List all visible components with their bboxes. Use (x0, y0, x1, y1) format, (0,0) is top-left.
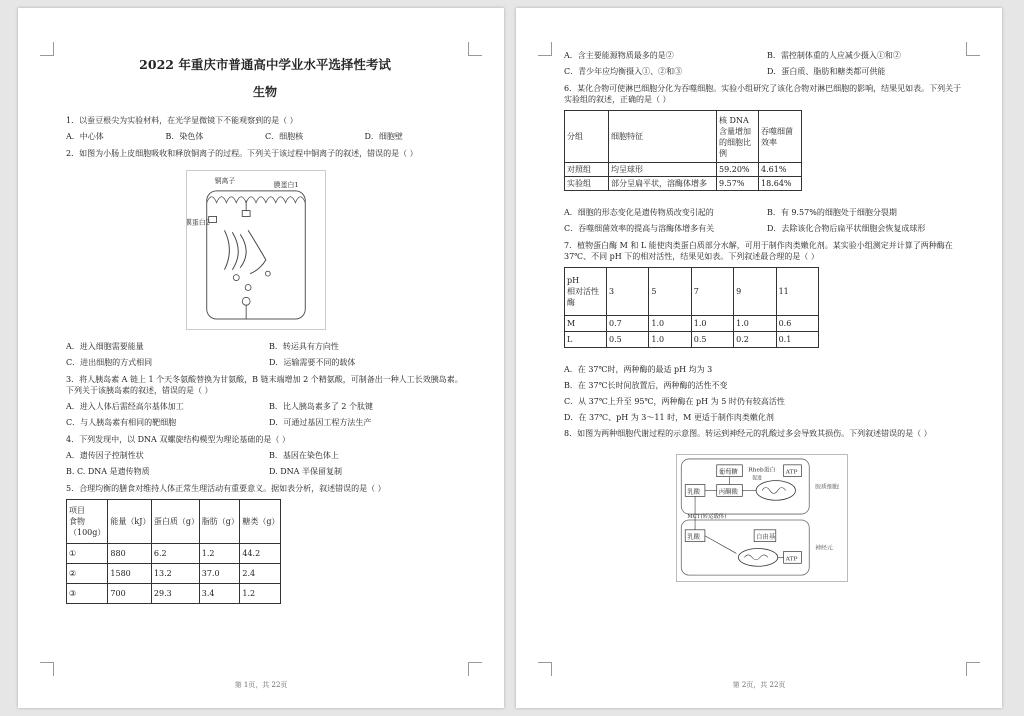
table-cell: 0.5 (607, 332, 649, 348)
crop-mark (538, 662, 552, 676)
table-row (565, 316, 819, 332)
table-header-row (67, 500, 281, 544)
question-1 (66, 115, 464, 142)
table-cell: 1.0 (734, 316, 776, 332)
crop-mark (538, 42, 552, 56)
table-cell: ③ (67, 584, 108, 604)
table-row (565, 332, 819, 348)
answer-options (564, 207, 962, 234)
question-stem: 4．下列发现中，以 DNA 双螺旋结构模型为理论基础的是（ ） (66, 435, 290, 444)
figure-label: 丙酮酸 (718, 487, 738, 496)
table-header-cell: 糖类（g） (240, 500, 281, 544)
option-a: A．细胞的形态变化是遗传物质改变引起的 (564, 208, 714, 217)
cell-metabolism-figure (676, 454, 848, 582)
table-header-cell: 脂肪（g） (199, 500, 240, 544)
question-5-options (564, 50, 962, 77)
table-cell: 1.2 (240, 584, 281, 604)
table-row (67, 584, 281, 604)
figure-label: 胶质细胞 (815, 484, 839, 491)
table-header-cell: 7 (691, 268, 733, 316)
table-cell: 1.0 (691, 316, 733, 332)
question-stem: 7．植物蛋白酶 M 和 L 能使肉类蛋白质部分水解，可用于制作肉类嫩化剂。某实验小组测定并计算了两种酶在 37℃、不同 pH 下的相对活性，结果见如表。下列叙述最合理的是（ ） (564, 241, 953, 261)
question-stem: 2．如图为小肠上皮细胞吸收和释放铜离子的过程。下列关于该过程中铜离子的叙述，错误的是（ ） (66, 149, 418, 158)
cell-experiment-table (564, 110, 802, 191)
option-c: C．青少年应均衡摄入①、②和③ (564, 67, 683, 76)
figure-label: MCT(转运载体) (687, 514, 727, 520)
question-stem: 8．如图为两种细胞代谢过程的示意图。转运到神经元的乳酸过多会导致其损伤。下列叙述错误的是（ ） (564, 429, 932, 438)
figure-label: 膜蛋白2 (186, 218, 211, 227)
option-a: A．遗传因子控制性状 (66, 451, 144, 460)
option-c: B. C. DNA 是遗传物质 (66, 467, 150, 476)
table-cell: ① (67, 544, 108, 564)
option-c: C．进出细胞的方式相同 (66, 358, 153, 367)
table-cell: 700 (108, 584, 152, 604)
option-d: D．在 37℃、pH 为 3～11 时，M 更适于制作肉类嫩化剂 (564, 413, 774, 422)
document-page-1 (18, 8, 504, 708)
table-cell: 6.2 (151, 544, 199, 564)
figure-label: 葡萄糖 (718, 467, 738, 476)
table-cell: 1580 (108, 564, 152, 584)
nutrition-table (66, 499, 281, 604)
question-6 (564, 83, 962, 234)
enzyme-activity-table (564, 267, 819, 348)
table-cell: 13.2 (151, 564, 199, 584)
table-header-row (565, 111, 802, 163)
crop-mark (468, 42, 482, 56)
table-cell: 1.2 (199, 544, 240, 564)
table-header-cell: 分组 (565, 111, 609, 163)
answer-options (66, 401, 464, 428)
option-c: C．从 37℃上升至 95℃，两种酶在 pH 为 5 时仍有较高活性 (564, 397, 785, 406)
table-header-row (565, 268, 819, 316)
table-cell: 18.64% (759, 177, 802, 191)
figure-label: 自由基 (756, 532, 776, 541)
table-row (565, 177, 802, 191)
table-cell: 4.61% (759, 163, 802, 177)
table-row (565, 163, 802, 177)
page-footer: 第 2页，共 22页 (732, 681, 786, 689)
option-b: B．染色体 (165, 132, 204, 141)
figure-label: ATP (785, 469, 798, 476)
table-cell: 0.2 (734, 332, 776, 348)
table-cell: M (565, 316, 607, 332)
table-cell: 0.5 (691, 332, 733, 348)
table-cell: 3.4 (199, 584, 240, 604)
question-7 (564, 240, 962, 423)
table-header-cell: 细胞特征 (609, 111, 717, 163)
page-1-content (66, 50, 464, 609)
option-a: A．中心体 (66, 132, 104, 141)
table-header-cell: 3 (607, 268, 649, 316)
answer-options (66, 341, 464, 368)
page-footer: 第 1页，共 22页 (234, 681, 288, 689)
table-header-cell: 11 (776, 268, 818, 316)
question-2 (66, 148, 464, 368)
table-header-cell: 项目 食物 （100g） (67, 500, 108, 544)
table-cell: 29.3 (151, 584, 199, 604)
figure-label: 乳酸 (687, 487, 700, 496)
question-4 (66, 434, 464, 477)
exam-title: 2022 年重庆市普通高中学业水平选择性考试 (139, 57, 391, 72)
table-cell: 0.7 (607, 316, 649, 332)
table-header-cell: 能量（kJ） (108, 500, 152, 544)
option-b: B．需控制体重的人应减少摄入①和② (767, 51, 901, 60)
option-c: C．细胞核 (265, 132, 304, 141)
question-stem: 5．合理均衡的膳食对维持人体正常生理活动有重要意义。据如表分析，叙述错误的是（ ） (66, 484, 386, 493)
question-8 (564, 428, 962, 585)
table-cell: 44.2 (240, 544, 281, 564)
table-cell: 59.20% (717, 163, 759, 177)
crop-mark (40, 42, 54, 56)
table-header-cell: 蛋白质（g） (151, 500, 199, 544)
option-d: D．运输需要不同的载体 (269, 358, 356, 367)
option-b: B．比人胰岛素多了 2 个肽键 (269, 402, 374, 411)
option-b: B．在 37℃长时间放置后，两种酶的活性不变 (564, 381, 728, 390)
option-a: A．进入人体后需经高尔基体加工 (66, 402, 184, 411)
table-cell: 9.57% (717, 177, 759, 191)
option-a: A．进入细胞需要能量 (66, 342, 144, 351)
figure-label: ATP (785, 556, 798, 563)
question-stem: 3．将人胰岛素 A 链上 1 个天冬氨酸替换为甘氨酸，B 链末端增加 2 个精氨酸，可制备出一种人工长效胰岛素。下列关于该胰岛素的叙述，错误的是（ ） (66, 375, 463, 395)
table-row (67, 544, 281, 564)
crop-mark (468, 662, 482, 676)
table-cell: ② (67, 564, 108, 584)
option-b: B．转运具有方向性 (269, 342, 339, 351)
option-c: C．与人胰岛素有相同的靶细胞 (66, 418, 177, 427)
option-d: D．细胞壁 (364, 132, 403, 141)
question-5 (66, 483, 464, 604)
table-header-cell: 5 (649, 268, 691, 316)
crop-mark (40, 662, 54, 676)
option-d: D．去除该化合物后扁平状细胞会恢复成球形 (767, 224, 926, 233)
figure-label: 膜蛋白1 (273, 180, 299, 189)
table-header-cell: 9 (734, 268, 776, 316)
option-b: B．基因在染色体上 (269, 451, 339, 460)
table-cell: 1.0 (649, 332, 691, 348)
option-a: A．含主要能源物质最多的是② (564, 51, 674, 60)
table-cell: 2.4 (240, 564, 281, 584)
figure-label: 铜离子 (214, 176, 236, 185)
figure-label: 促进 (752, 475, 762, 482)
table-header-cell: 核 DNA 含量增加的细胞比例 (717, 111, 759, 163)
figure-label: 乳酸 (687, 532, 700, 541)
question-3 (66, 374, 464, 428)
table-header-cell: 吞噬细菌效率 (759, 111, 802, 163)
answer-options (66, 131, 464, 142)
table-cell: 实验组 (565, 177, 609, 191)
option-a: A．在 37℃时，两种酶的最适 pH 均为 3 (564, 365, 713, 374)
table-cell: 对照组 (565, 163, 609, 177)
figure-label: Rheb蛋白 (748, 467, 776, 474)
crop-mark (966, 662, 980, 676)
table-cell: 37.0 (199, 564, 240, 584)
option-d: D．蛋白质、脂肪和糖类都可供能 (767, 67, 886, 76)
table-cell: 部分呈扁平状，溶酶体增多 (609, 177, 717, 191)
table-row (67, 564, 281, 584)
figure-label: 神经元 (815, 545, 833, 552)
cell-copper-figure (186, 170, 326, 330)
option-b: B．有 9.57%的细胞处于细胞分裂期 (767, 208, 897, 217)
table-cell: 均呈球形 (609, 163, 717, 177)
table-cell: 0.1 (776, 332, 818, 348)
option-d: D．可通过基因工程方法生产 (269, 418, 372, 427)
answer-options (66, 450, 464, 477)
option-c: C．吞噬细菌效率的提高与溶酶体增多有关 (564, 224, 715, 233)
question-stem: 1．以蚕豆根尖为实验材料，在光学显微镜下不能观察到的是（ ） (66, 116, 298, 125)
table-cell: 0.6 (776, 316, 818, 332)
page-2-content (564, 50, 962, 590)
exam-subject: 生物 (252, 85, 277, 99)
table-cell: L (565, 332, 607, 348)
table-cell: 880 (108, 544, 152, 564)
table-header-cell: pH 相对活性 酶 (565, 268, 607, 316)
question-stem: 6．某化合物可使淋巴细胞分化为吞噬细胞。实验小组研究了该化合物对淋巴细胞的影响，结果见如表。下列关于实验组的叙述，正确的是（ ） (564, 84, 962, 104)
document-page-2 (516, 8, 1002, 708)
option-d: D. DNA 半保留复制 (269, 467, 342, 476)
crop-mark (966, 42, 980, 56)
table-cell: 1.0 (649, 316, 691, 332)
